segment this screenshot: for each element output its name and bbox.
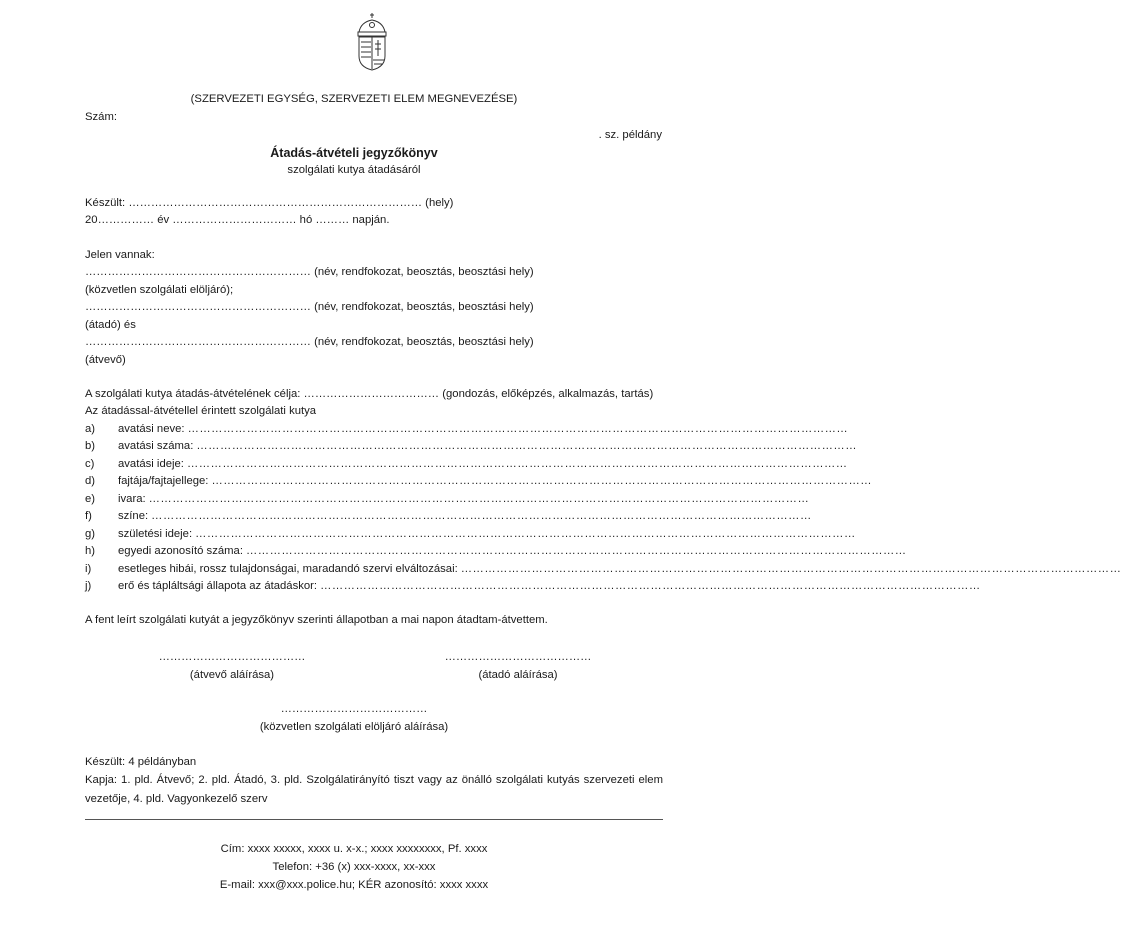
item-letter: h)	[85, 545, 96, 557]
item-dots: ……………………………………………………………………………………………………………………………………………………	[187, 423, 849, 435]
statement: A fent leírt szolgálati kutyát a jegyzőkönyv szerinti állapotban a mai napon átadtam-átvettem.	[85, 614, 548, 626]
dog-item	[85, 528, 856, 540]
item-letter: i)	[85, 563, 92, 575]
receiver-signature-line: …………………………………	[158, 651, 306, 663]
date-field: 20…………… év …………………………… hó ……… napján.	[85, 214, 390, 226]
dog-item	[85, 545, 907, 557]
document-title: Átadás-átvételi jegyzőkönyv	[270, 146, 438, 160]
item-label: esetleges hibái, rossz tulajdonságai, maradandó szervi elváltozásai:	[118, 563, 458, 575]
present-label: Jelen vannak:	[85, 249, 155, 261]
footer-address: Cím: xxxx xxxxx, xxxx u. x-x.; xxxx xxxxxxxx, Pf. xxxx	[220, 843, 488, 855]
dog-item	[85, 423, 849, 435]
item-dots: ……………………………………………………………………………………………………………………………………………………	[186, 458, 848, 470]
item-dots: ……………………………………………………………………………………………………………………………………………………	[460, 563, 1121, 575]
place-field: Készült: …………………………………………………………………… (hely)	[85, 197, 454, 209]
footer-divider	[85, 819, 663, 820]
item-label: egyedi azonosító száma:	[118, 545, 243, 557]
item-dots: ……………………………………………………………………………………………………………………………………………………	[320, 580, 981, 592]
footer-phone: Telefon: +36 (x) xxx-xxxx, xx-xxx	[272, 861, 436, 873]
present-line-giver: …………………………………………………… (név, rendfokozat, beosztás, beosztási hely)	[85, 301, 534, 313]
item-label: avatási száma:	[118, 440, 194, 452]
item-dots: ……………………………………………………………………………………………………………………………………………………	[195, 528, 856, 540]
dog-item	[85, 475, 873, 487]
item-dots: ……………………………………………………………………………………………………………………………………………………	[245, 545, 907, 557]
present-line-receiver: …………………………………………………… (név, rendfokozat, beosztás, beosztási hely)	[85, 336, 534, 348]
item-dots: ……………………………………………………………………………………………………………………………………………………	[211, 475, 873, 487]
dog-item	[85, 510, 812, 522]
recipients: Kapja: 1. pld. Átvevő; 2. pld. Átadó, 3. pld. Szolgálatirányító tiszt vagy az önálló szolgálati kutyás szervezeti elem vezetője, 4. pld. Vagyonkezelő szerv	[85, 774, 663, 805]
org-unit-name: (SZERVEZETI EGYSÉG, SZERVEZETI ELEM MEGNEVEZÉSE)	[190, 93, 518, 105]
present-role-receiver: (átvevő)	[85, 354, 126, 366]
item-dots: ……………………………………………………………………………………………………………………………………………………	[196, 440, 857, 452]
item-label: fajtája/fajtajellege:	[118, 475, 209, 487]
dog-heading: Az átadással-átvétellel érintett szolgálati kutya	[85, 405, 317, 417]
copy-number-label: . sz. példány	[598, 129, 662, 141]
item-dots: ……………………………………………………………………………………………………………………………………………………	[151, 510, 812, 522]
item-letter: e)	[85, 493, 96, 505]
present-role-superior: (közvetlen szolgálati elöljáró);	[85, 284, 234, 296]
item-letter: a)	[85, 423, 96, 435]
item-label: avatási neve:	[118, 423, 185, 435]
superior-signature-label: (közvetlen szolgálati elöljáró aláírása)	[259, 721, 449, 733]
giver-signature-line: …………………………………	[444, 651, 592, 663]
item-label: avatási ideje:	[118, 458, 184, 470]
present-role-giver: (átadó) és	[85, 319, 136, 331]
item-label: erő és tápláltsági állapota az átadáskor:	[118, 580, 318, 592]
giver-signature-label: (átadó aláírása)	[478, 669, 558, 681]
item-letter: f)	[85, 510, 92, 522]
dog-item	[85, 440, 857, 452]
dog-item	[85, 493, 810, 505]
dog-item	[85, 580, 981, 592]
footer-email: E-mail: xxx@xxx.police.hu; KÉR azonosító: xxxx xxxx	[219, 879, 489, 891]
item-label: születési ideje:	[118, 528, 193, 540]
item-letter: b)	[85, 440, 96, 452]
present-line-superior: …………………………………………………… (név, rendfokozat, beosztás, beosztási hely)	[85, 266, 534, 278]
number-label: Szám:	[85, 111, 118, 123]
item-dots: ……………………………………………………………………………………………………………………………………………………	[148, 493, 810, 505]
item-letter: j)	[85, 580, 92, 592]
document-subtitle: szolgálati kutya átadásáról	[287, 164, 421, 176]
item-letter: g)	[85, 528, 96, 540]
item-letter: c)	[85, 458, 95, 470]
copies-made: Készült: 4 példányban	[85, 756, 197, 768]
item-label: színe:	[118, 510, 149, 522]
dog-item	[85, 458, 848, 470]
item-label: ivara:	[118, 493, 146, 505]
coat-of-arms-icon	[355, 12, 389, 72]
purpose-line: A szolgálati kutya átadás-átvételének célja: ……………………………… (gondozás, előképzés, alkalmazás, tartás)	[85, 388, 654, 400]
superior-signature-line: …………………………………	[280, 703, 428, 715]
item-letter: d)	[85, 475, 96, 487]
dog-item	[85, 563, 1121, 575]
receiver-signature-label: (átvevő aláírása)	[189, 669, 275, 681]
